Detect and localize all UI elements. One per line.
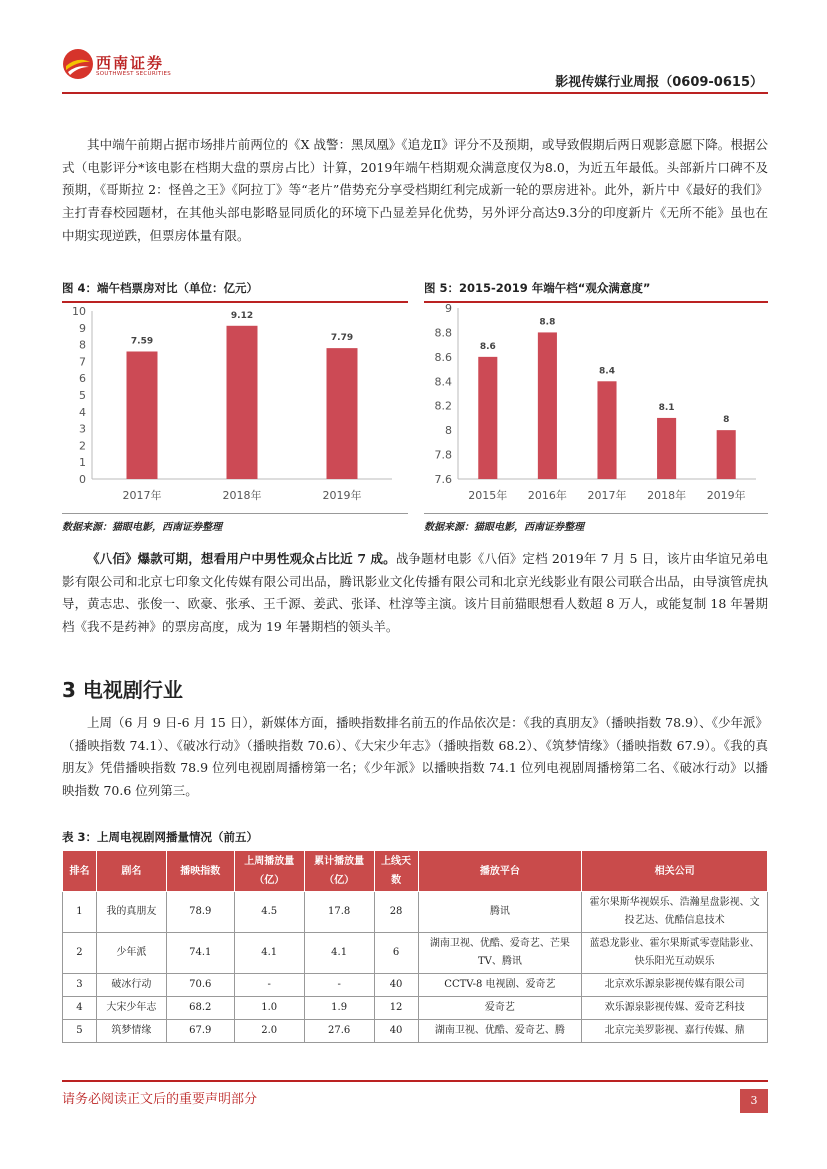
tv-paragraph [62,712,768,803]
footer-notice: 请务必阅读正文后的重要声明部分 [62,1092,258,1107]
table-cell: - [234,974,304,997]
bar [127,351,158,479]
table-cell: 17.8 [304,892,374,933]
tv-ranking-table [62,850,768,1043]
table-cell: 27.6 [304,1020,374,1043]
table-cell: 破冰行动 [96,974,166,997]
table-cell: 3 [63,974,97,997]
section-heading: 3 电视剧行业 [62,678,183,702]
table-header-cell: 播放平台 [418,851,582,892]
bar [538,332,557,479]
header-divider [62,92,768,94]
table-cell: 大宋少年志 [96,997,166,1020]
table-cell: 我的真朋友 [96,892,166,933]
y-tick-label: 9 [79,321,86,335]
report-title: 影视传媒行业周报（0609-0615） [555,75,763,90]
bar-value-label: 8.6 [479,341,496,352]
x-tick-label: 2018年 [647,489,687,502]
y-tick-label: 8 [445,424,452,438]
x-tick-label: 2017年 [587,489,627,502]
intro-paragraph [62,134,768,248]
table-cell: 爱奇艺 [418,997,582,1020]
y-tick-label: 9 [445,302,452,315]
x-tick-label: 2019年 [322,489,362,502]
paragraph-lead: 《八佰》爆款可期，想看用户中男性观众占比近 7 成。 [87,551,396,566]
table-cell: 28 [374,892,418,933]
bar-value-label: 8.8 [539,317,556,328]
x-tick-label: 2015年 [468,489,508,502]
y-tick-label: 8.6 [434,350,452,364]
figure-4-title: 图 4：端午档票房对比（单位：亿元） [62,281,259,295]
logo-text: 西南证券 [96,54,165,72]
table-row [63,1020,768,1043]
table-cell: 74.1 [166,933,234,974]
x-tick-label: 2018年 [222,489,262,502]
figure-5-title: 图 5：2015-2019 年端午档“观众满意度” [424,281,651,295]
table-cell: 筑梦情缘 [96,1020,166,1043]
bar [327,348,358,479]
table-cell: 78.9 [166,892,234,933]
table-3-title: 表 3：上周电视剧网播量情况（前五） [62,830,259,844]
y-tick-label: 6 [79,372,86,386]
paragraph-text: 其中端午前期占据市场排片前两位的《X 战警：黑凤凰》《追龙Ⅱ》评分不及预期，或导致假期后两日观影意愿下降。根据公式（电影评分*该电影在档期大盘的票房占比）计算，2019年端午档期观众满意度仅为8.0，为近五年最低。头部新片口碑不及预期，《哥斯拉 2：怪兽之王》《阿拉丁》等“老片”借势充分享受档期红利完成新一轮的票房进补。此外，新片中《最好的我们》主打青春校园题材，在其他头部电影略显同质化的环境下凸显差异化优势，另外评分高达9.3分的印度新片《无所不能》虽也在中期实现逆跌，但票房体量有限。 [62,137,768,243]
y-tick-label: 7.6 [434,473,452,486]
table-header-cell: 剧名 [96,851,166,892]
bar [657,418,676,479]
table-cell: 1 [63,892,97,933]
table-header-row [63,851,768,892]
table-cell: 湖南卫视、优酷、爱奇艺、芒果 TV、腾讯 [418,933,582,974]
y-tick-label: 2 [79,439,86,453]
table-cell: 蓝恐龙影业、霍尔果斯贰零壹陆影业、快乐阳光互动娱乐 [582,933,768,974]
table-cell: 5 [63,1020,97,1043]
table-row [63,892,768,933]
table-cell: 1.9 [304,997,374,1020]
figure-5-source: 数据来源：猫眼电影，西南证券整理 [424,522,584,533]
bar-value-label: 8 [723,415,730,426]
y-tick-label: 7 [79,355,86,369]
bar-value-label: 7.59 [130,336,154,347]
bar-value-label: 7.79 [330,333,354,344]
table-cell: 67.9 [166,1020,234,1043]
table-cell: CCTV-8 电视剧、爱奇艺 [418,974,582,997]
table-cell: 2.0 [234,1020,304,1043]
y-tick-label: 8.2 [434,399,452,413]
table-header-cell: 播映指数 [166,851,234,892]
table-header-cell: 上线天数 [374,851,418,892]
paragraph-text: 战争题材电影《八佰》定档 2019年 7 月 5 日，该片由华谊兄弟电影有限公司和北京七印象文化传媒有限公司出品，腾讯影业文化传播有限公司和北京光线影业有限公司联合出品，由导演管虎执导，黄志忠、张俊一、欧豪、张承、王千源、姜武、张译、杜淳等主演。该片目前猫眼想看人数超 8 万人，或能复制 18 年暑期档《我不是药神》的票房高度，成为 19 年暑期档的领头羊。 [62,551,768,635]
bar [597,381,616,479]
x-tick-label: 2019年 [706,489,746,502]
table-cell: 4.5 [234,892,304,933]
table-cell: 4 [63,997,97,1020]
bar [227,326,258,479]
figure-4-source: 数据来源：猫眼电影，西南证券整理 [62,522,222,533]
table-row [63,997,768,1020]
y-tick-label: 3 [79,422,86,436]
y-tick-label: 8.4 [434,375,452,389]
figure-5-bottom-rule [424,513,768,514]
y-tick-label: 8 [79,338,86,352]
table-cell: 4.1 [304,933,374,974]
y-tick-label: 4 [79,405,86,419]
figure-4-chart [62,300,408,512]
table-header-cell: 排名 [63,851,97,892]
y-tick-label: 5 [79,389,86,402]
y-tick-label: 8.8 [434,326,452,340]
logo-emblem-icon [62,48,94,80]
table-cell: 40 [374,974,418,997]
paragraph-text: 上周（6 月 9 日-6 月 15 日），新媒体方面，播映指数排名前五的作品依次是：《我的真朋友》（播映指数 78.9）、《少年派》（播映指数 74.1）、《破冰行动》（播映指数 70.6）、《大宋少年志》（播映指数 68.2）、《筑梦情缘》（播映指数 67.9）。《我的真朋友》凭借播映指数 78.9 位列电视剧周播榜第一名；《少年派》以播映指数 74.1 位列电视剧周播榜第二名、《破冰行动》以播映指数 70.6 位列第三。 [62,715,768,799]
bar-value-label: 8.4 [599,366,615,377]
table-cell: 北京完美罗影视、嘉行传媒、鼎 [582,1020,768,1043]
table-cell: 湖南卫视、优酷、爱奇艺、腾 [418,1020,582,1043]
y-tick-label: 7.8 [434,448,452,462]
table-cell: 4.1 [234,933,304,974]
bar [717,430,736,479]
table-cell: 68.2 [166,997,234,1020]
bar [478,357,497,479]
table-row [63,974,768,997]
table-cell: 40 [374,1020,418,1043]
table-cell: - [304,974,374,997]
page-number: 3 [740,1089,768,1113]
footer-divider [62,1080,768,1082]
table-cell: 霍尔果斯华视娱乐、浩瀚星盘影视、文投艺达、优酷信息技术 [582,892,768,933]
figure-5-chart [424,300,768,512]
logo-subtext: SOUTHWEST SECURITIES [96,71,172,77]
bar-value-label: 8.1 [658,402,675,413]
table-cell: 6 [374,933,418,974]
table-cell: 70.6 [166,974,234,997]
table-cell: 腾讯 [418,892,582,933]
table-cell: 少年派 [96,933,166,974]
table-cell: 欢乐源泉影视传媒、爱奇艺科技 [582,997,768,1020]
y-tick-label: 10 [72,305,86,318]
x-tick-label: 2016年 [527,489,567,502]
table-cell: 北京欢乐源泉影视传媒有限公司 [582,974,768,997]
table-header-cell: 累计播放量（亿） [304,851,374,892]
table-cell: 2 [63,933,97,974]
y-tick-label: 1 [79,456,86,470]
figure-4-bottom-rule [62,513,408,514]
y-tick-label: 0 [79,473,86,486]
table-cell: 1.0 [234,997,304,1020]
table-cell: 12 [374,997,418,1020]
table-header-cell: 相关公司 [582,851,768,892]
table-header-cell: 上周播放量（亿） [234,851,304,892]
bar-value-label: 9.12 [230,310,254,321]
movie-paragraph [62,548,768,639]
x-tick-label: 2017年 [122,489,162,502]
table-row [63,933,768,974]
